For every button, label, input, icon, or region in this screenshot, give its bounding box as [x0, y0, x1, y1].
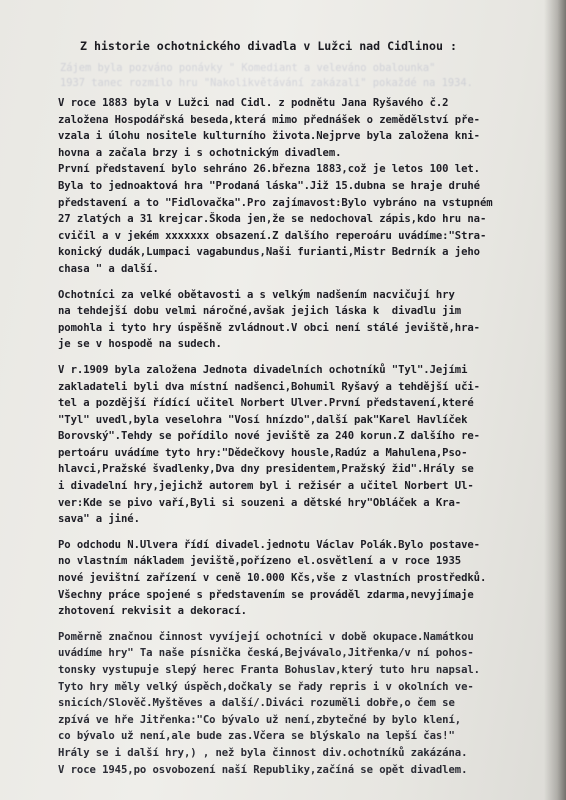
text-line: Byla to jednoaktová hra "Prodaná láska".Již 15.dubna se hraje druhé	[58, 179, 480, 192]
text-line: sava" a jiné.	[58, 513, 140, 526]
text-line: tonsky vystupuje slepý herec Franta Bohuslav,který tuto hru napsal.	[58, 664, 480, 676]
document-title: Z historie ochotnického divadla v Lužci nad Cidlinou :	[80, 39, 457, 53]
text-line: "Tyl" uvedl,byla veselohra "Vosí hnízdo",další pak"Karel Havlíček	[58, 413, 468, 426]
text-line: zpívá ve hře Jitřenka:"Co bývalo už není,zbytečné by bylo klení,	[58, 713, 462, 726]
paragraph-okupace	[58, 629, 526, 778]
text-line: pertoáru uvádíme tyto hry:"Dědečkovy housle,Radúz a Mahulena,Pso-	[58, 446, 468, 459]
text-line: pomohla i tyto hry úspěšně zvládnout.V obci není stálé jeviště,hra-	[58, 321, 480, 334]
text-line: Všechny práce spojené s představením se prováděl zdarma,nevyjímaje	[58, 588, 474, 601]
text-line: Po odchodu N.Ulvera řídí divadel.jednotu Václav Polák.Bylo postave-	[58, 538, 480, 551]
text-line: na tehdejší dobu velmi náročné,avšak jejich láska k divadlu jim	[58, 305, 462, 318]
text-line: co bývalo už není,ale bude zas.Včera se blýskalo na lepší čas!"	[58, 730, 455, 743]
text-line: založena Hospodářská beseda,která mimo přednášek o zemědělství pře-	[58, 113, 480, 126]
text-line: konický dudák,Lumpaci vagabundus,Naši furianti,Mistr Bedrník a jeho	[58, 246, 480, 259]
text-line: snicích/Slověč.Myštěves a další/.Diváci rozuměli dobře,o čem se	[58, 697, 455, 710]
text-line: V r.1909 byla založena Jednota divadelních ochotníků "Tyl".Jejími	[58, 363, 468, 376]
text-line: tel a pozdější řídící učitel Norbert Ulver.První představení,které	[58, 397, 474, 410]
text-line: ver:Kde se pivo vaří,Byli si souzeni a dětské hry"Obláček a Kra-	[58, 496, 462, 509]
text-line: hovna a začala brzy i s ochotnickým divadlem.	[58, 146, 342, 159]
text-line: hlavci,Pražské švadlenky,Dva dny presidentem,Pražský žid".Hrály se	[58, 463, 474, 476]
text-line: vzala i úlohu nositele kulturního života.Nejprve byla založena kni-	[58, 130, 480, 143]
text-line: představení a to "Fidlovačka".Pro zajímavost:Bylo vybráno na vstupném	[58, 196, 493, 209]
text-line: chasa " a další.	[58, 262, 159, 275]
text-line: uvádíme hry" Ta naše písnička česká,Bejvávalo,Jitřenka/v ní pohos-	[58, 647, 474, 660]
text-line: Hrály se i další hry,) , než byla činnost div.ochotníků zakázána.	[58, 746, 468, 759]
text-line: Borovský".Tehdy se pořídilo nové jeviště za 240 korun.Z dalšího re-	[58, 430, 480, 443]
text-line: 27 zlatých a 31 krejcar.Škoda jen,že se nedochoval zápis,kdo hru na-	[58, 213, 487, 226]
text-line: zhotovení rekvisit a dekorací.	[58, 605, 247, 618]
text-line: i divadelní hry,jejichž autorem byl i režisér a učitel Norbert Ul-	[58, 480, 474, 493]
paragraph-founding	[58, 95, 526, 278]
text-line: V roce 1883 byla v Lužci nad Cidl. z podnětu Jana Ryšavého č.2	[58, 97, 449, 109]
text-line: Tyto hry měly velký úspěch,dočkaly se řady repris i v okolních ve-	[58, 680, 474, 693]
text-line: nové jevištní zařízení v ceně 10.000 Kčs,vše z vlastních prostředků.	[58, 572, 487, 585]
document-body	[58, 95, 526, 787]
bleed-through-line: Zájem byla pozváno ponávky " Komediant a veleváno obalounka"	[60, 62, 436, 74]
bleed-through-line: 1937 tanec rozmilo hru "Nakolikvětávání zakázali" pokaždé na 1934.	[60, 77, 473, 89]
text-line: Poměrně značnou činnost vyvíjejí ochotníci v době okupace.Namátkou	[58, 630, 474, 643]
paragraph-polak	[58, 537, 526, 620]
text-line: V roce 1945,po osvobození naší Republiky,začíná se opět divadlem.	[58, 763, 468, 776]
text-line: zakladateli byli dva místní nadšenci,Bohumil Ryšavý a tehdější uči-	[58, 380, 480, 393]
text-line: no vlastním nákladem jeviště,pořízeno el.osvětlení a v roce 1935	[58, 555, 462, 568]
text-line: cvičil a v jekém xxxxxxx obsazení.Z dalšího reperoáru uvádíme:"Stra-	[58, 229, 487, 242]
paragraph-ochotnici	[58, 287, 526, 353]
paragraph-jednota-tyl	[58, 362, 526, 528]
text-line: Ochotníci za velké obětavosti a s velkým nadšením nacvičují hry	[58, 288, 455, 301]
text-line: První představení bylo sehráno 26.března 1883,což je letos 100 let.	[58, 163, 480, 176]
text-line: je se v hospodě na sudech.	[58, 338, 222, 351]
